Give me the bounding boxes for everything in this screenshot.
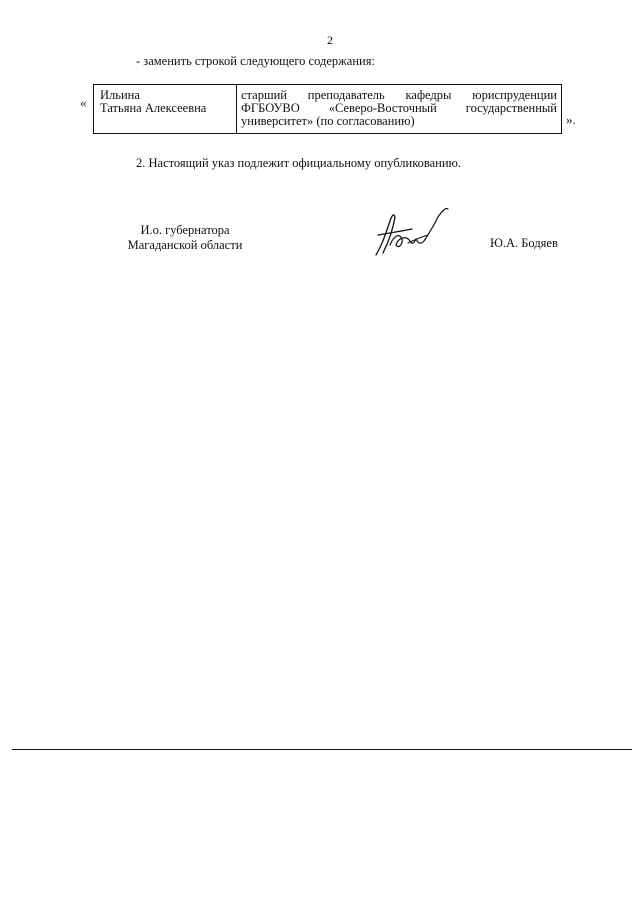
closing-quote: ». — [566, 112, 576, 127]
member-surname: Ильина — [100, 88, 140, 102]
table-row — [94, 85, 562, 134]
member-given-names: Татьяна Алексеевна — [100, 101, 207, 115]
amendment-instruction: - заменить строкой следующего содержания: — [136, 54, 375, 68]
signatory-title-line-2: Магаданской области — [127, 238, 243, 252]
handwritten-signature-icon — [368, 205, 458, 260]
member-position: старший преподаватель кафедры юриспруденции ФГБОУВО «Северо-Восточный государственный университет» (по согласованию) — [237, 85, 562, 134]
signatory-title-line-1: И.о. губернатора — [140, 223, 230, 237]
opening-quote: « — [80, 95, 87, 110]
bottom-divider — [12, 749, 632, 750]
publication-clause: 2. Настоящий указ подлежит официальному опубликованию. — [136, 156, 462, 170]
member-name-cell — [94, 85, 237, 134]
signatory-title — [100, 223, 270, 253]
member-table — [93, 84, 562, 134]
signatory-name: Ю.А. Бодяев — [490, 236, 558, 250]
page-number: 2 — [327, 33, 333, 47]
